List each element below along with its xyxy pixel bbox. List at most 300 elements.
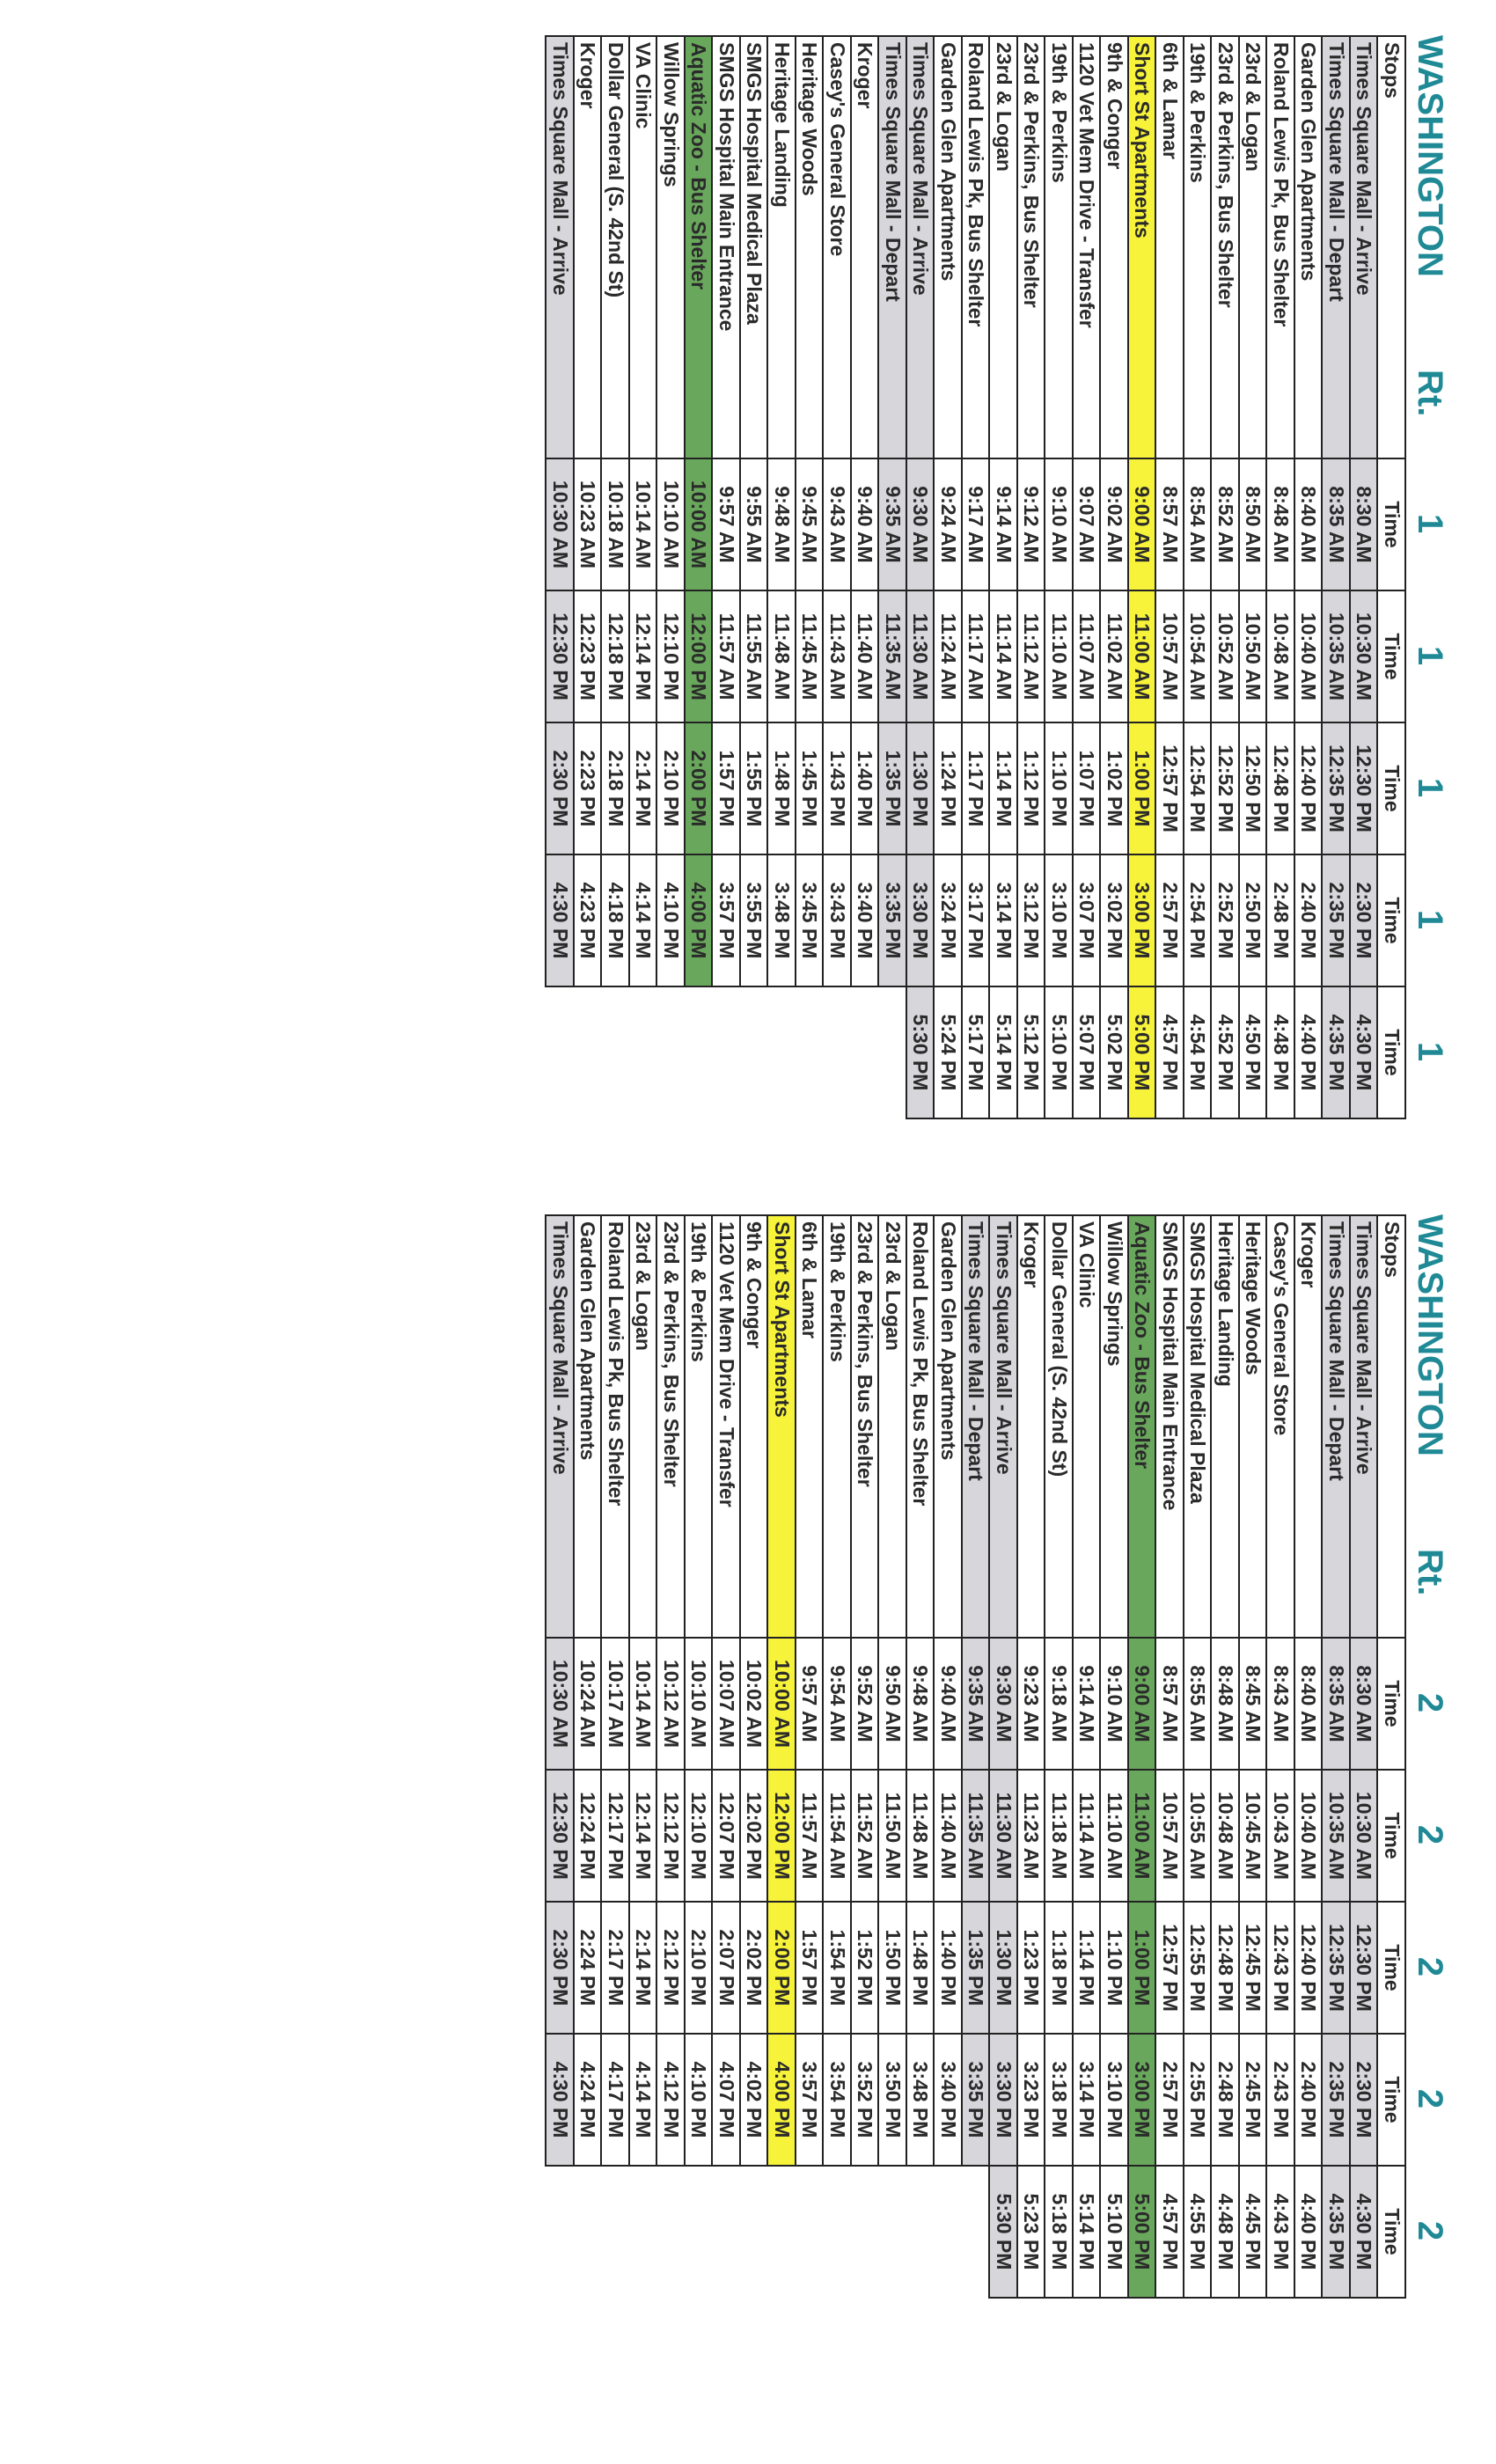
time-cell: 3:48 PM (906, 2034, 935, 2166)
time-cell: 12:40 PM (1294, 1902, 1323, 2034)
time-cell: 4:57 PM (1156, 2166, 1184, 2298)
stop-name: Times Square Mall - Depart (962, 1215, 990, 1638)
table-row (713, 36, 741, 1118)
time-cell: 12:14 PM (629, 1770, 657, 1902)
time-cell: 2:23 PM (574, 722, 602, 854)
time-cell: 2:40 PM (1294, 2034, 1323, 2166)
table-row (657, 1215, 686, 2298)
time-cell: 4:43 PM (1267, 2166, 1295, 2298)
time-cell: 1:17 PM (962, 722, 990, 854)
stop-name: 19th & Perkins (824, 1215, 852, 1638)
time-cell: 4:30 PM (546, 854, 575, 986)
time-cell: 4:30 PM (1350, 986, 1378, 1118)
time-cell: 9:10 AM (1045, 458, 1074, 590)
time-cell: 9:00 AM (1128, 458, 1156, 590)
time-cell: 9:12 AM (1017, 458, 1045, 590)
stop-name: Kroger (1017, 1215, 1045, 1638)
empty-cell (906, 2166, 935, 2298)
time-cell: 12:24 PM (574, 1770, 602, 1902)
time-cell: 4:10 PM (657, 854, 686, 986)
stop-name: Heritage Woods (1239, 1215, 1267, 1638)
table-row (740, 36, 768, 1118)
stop-name: Roland Lewis Pk, Bus Shelter (1267, 36, 1295, 458)
time-cell: 12:55 PM (1184, 1902, 1212, 2034)
time-cell: 3:07 PM (1073, 854, 1101, 986)
empty-cell (851, 986, 879, 1118)
time-cell: 1:57 PM (796, 1902, 824, 2034)
time-cell: 11:00 AM (1128, 590, 1156, 722)
time-cell: 9:14 AM (990, 458, 1018, 590)
time-cell: 11:55 AM (740, 590, 768, 722)
table-row (1017, 36, 1045, 1118)
time-cell: 9:57 AM (796, 1638, 824, 1770)
time-cell: 12:35 PM (1323, 722, 1351, 854)
time-cell: 12:40 PM (1294, 722, 1323, 854)
time-cell: 3:54 PM (824, 2034, 852, 2166)
stop-name: Times Square Mall - Arrive (546, 1215, 575, 1638)
time-cell: 2:00 PM (685, 722, 713, 854)
stop-name: SMGS Hospital Main Entrance (713, 36, 741, 458)
time-cell: 10:52 AM (1212, 590, 1240, 722)
time-cell: 5:02 PM (1101, 986, 1129, 1118)
time-header: Time (1378, 2034, 1406, 2166)
time-cell: 1:40 PM (851, 722, 879, 854)
table-row (629, 36, 657, 1118)
time-cell: 5:14 PM (990, 986, 1018, 1118)
stop-name: SMGS Hospital Medical Plaza (740, 36, 768, 458)
stop-name: Willow Springs (1101, 1215, 1129, 1638)
time-cell: 3:18 PM (1045, 2034, 1074, 2166)
time-cell: 3:52 PM (851, 2034, 879, 2166)
time-cell: 11:12 AM (1017, 590, 1045, 722)
time-cell: 4:00 PM (768, 2034, 796, 2166)
time-cell: 2:30 PM (1350, 854, 1378, 986)
empty-cell (879, 986, 907, 1118)
time-cell: 10:14 AM (629, 458, 657, 590)
time-cell: 4:52 PM (1212, 986, 1240, 1118)
time-cell: 3:14 PM (1073, 2034, 1101, 2166)
stop-name: 6th & Lamar (1156, 36, 1184, 458)
time-cell: 10:40 AM (1294, 1770, 1323, 1902)
time-cell: 12:30 PM (546, 590, 575, 722)
time-cell: 2:55 PM (1184, 2034, 1212, 2166)
time-cell: 10:17 AM (602, 1638, 630, 1770)
time-cell: 1:52 PM (851, 1902, 879, 2034)
table-row (796, 1215, 824, 2298)
stop-name: 23rd & Logan (1239, 36, 1267, 458)
time-cell: 2:10 PM (657, 722, 686, 854)
empty-cell (629, 986, 657, 1118)
time-cell: 9:52 AM (851, 1638, 879, 1770)
table-row (1128, 36, 1156, 1118)
stop-name: 19th & Perkins (1045, 36, 1074, 458)
time-cell: 1:00 PM (1128, 722, 1156, 854)
stop-name: Aquatic Zoo - Bus Shelter (1128, 1215, 1156, 1638)
time-cell: 2:48 PM (1267, 854, 1295, 986)
stop-name: Times Square Mall - Depart (1323, 36, 1351, 458)
time-cell: 12:17 PM (602, 1770, 630, 1902)
time-cell: 10:35 AM (1323, 1770, 1351, 1902)
time-cell: 4:48 PM (1267, 986, 1295, 1118)
table-row (546, 1215, 575, 2298)
time-cell: 2:50 PM (1239, 854, 1267, 986)
time-cell: 9:17 AM (962, 458, 990, 590)
time-cell: 1:35 PM (962, 1902, 990, 2034)
time-cell: 1:48 PM (768, 722, 796, 854)
table-row (851, 36, 879, 1118)
time-cell: 5:14 PM (1073, 2166, 1101, 2298)
time-cell: 1:45 PM (796, 722, 824, 854)
time-cell: 9:45 AM (796, 458, 824, 590)
route-number: 1 (1411, 1041, 1449, 1062)
table-row (768, 36, 796, 1118)
stop-name: Dollar General (S. 42nd St) (1045, 1215, 1074, 1638)
time-cell: 4:48 PM (1212, 2166, 1240, 2298)
stop-name: Casey's General Store (824, 36, 852, 458)
empty-cell (879, 2166, 907, 2298)
time-cell: 9:30 AM (906, 458, 935, 590)
time-cell: 12:48 PM (1267, 722, 1295, 854)
time-cell: 10:54 AM (1184, 590, 1212, 722)
table-row (1128, 1215, 1156, 2298)
table-row (1350, 1215, 1378, 2298)
time-cell: 11:48 AM (906, 1770, 935, 1902)
stop-name: 9th & Conger (740, 1215, 768, 1638)
time-cell: 1:12 PM (1017, 722, 1045, 854)
time-cell: 4:18 PM (602, 854, 630, 986)
time-cell: 1:23 PM (1017, 1902, 1045, 2034)
stop-name: Times Square Mall - Depart (879, 36, 907, 458)
table-row (768, 1215, 796, 2298)
time-cell: 5:00 PM (1128, 986, 1156, 1118)
time-cell: 10:02 AM (740, 1638, 768, 1770)
time-cell: 12:00 PM (685, 590, 713, 722)
time-cell: 9:35 AM (962, 1638, 990, 1770)
time-cell: 4:17 PM (602, 2034, 630, 2166)
table-row (1323, 36, 1351, 1118)
time-cell: 9:35 AM (879, 458, 907, 590)
route-name: WASHINGTON (1411, 1214, 1449, 1456)
time-cell: 4:54 PM (1184, 986, 1212, 1118)
empty-cell (824, 986, 852, 1118)
time-cell: 1:24 PM (935, 722, 963, 854)
time-cell: 4:55 PM (1184, 2166, 1212, 2298)
time-cell: 8:45 AM (1239, 1638, 1267, 1770)
time-cell: 11:02 AM (1101, 590, 1129, 722)
time-cell: 11:54 AM (824, 1770, 852, 1902)
time-cell: 8:30 AM (1350, 458, 1378, 590)
table-row (602, 36, 630, 1118)
time-cell: 9:24 AM (935, 458, 963, 590)
time-cell: 9:14 AM (1073, 1638, 1101, 1770)
table-row (546, 36, 575, 1118)
stop-name: 23rd & Logan (879, 1215, 907, 1638)
stop-name: VA Clinic (1073, 1215, 1101, 1638)
time-cell: 3:00 PM (1128, 2034, 1156, 2166)
empty-cell (851, 2166, 879, 2298)
time-cell: 8:30 AM (1350, 1638, 1378, 1770)
time-cell: 10:57 AM (1156, 1770, 1184, 1902)
route-number: 2 (1411, 1692, 1449, 1713)
time-cell: 11:07 AM (1073, 590, 1101, 722)
stop-name: Aquatic Zoo - Bus Shelter (685, 36, 713, 458)
time-cell: 12:30 PM (1350, 722, 1378, 854)
time-cell: 9:54 AM (824, 1638, 852, 1770)
time-cell: 1:00 PM (1128, 1902, 1156, 2034)
time-cell: 11:14 AM (990, 590, 1018, 722)
empty-cell (740, 986, 768, 1118)
time-cell: 1:18 PM (1045, 1902, 1074, 2034)
time-cell: 2:57 PM (1156, 2034, 1184, 2166)
time-cell: 10:35 AM (1323, 590, 1351, 722)
time-cell: 12:00 PM (768, 1770, 796, 1902)
time-cell: 4:00 PM (685, 854, 713, 986)
time-cell: 8:40 AM (1294, 458, 1323, 590)
time-cell: 10:14 AM (629, 1638, 657, 1770)
route-number: 2 (1411, 1956, 1449, 1977)
time-cell: 11:30 AM (906, 590, 935, 722)
time-cell: 3:10 PM (1045, 854, 1074, 986)
time-header: Time (1378, 854, 1406, 986)
time-header: Time (1378, 1902, 1406, 2034)
time-cell: 4:30 PM (546, 2034, 575, 2166)
time-header: Time (1378, 1770, 1406, 1902)
time-cell: 11:35 AM (879, 590, 907, 722)
time-cell: 3:50 PM (879, 2034, 907, 2166)
table-row (574, 1215, 602, 2298)
time-cell: 12:10 PM (657, 590, 686, 722)
table-row (935, 36, 963, 1118)
time-cell: 10:00 AM (768, 1638, 796, 1770)
table-row (1267, 36, 1295, 1118)
time-cell: 9:40 AM (935, 1638, 963, 1770)
time-cell: 4:23 PM (574, 854, 602, 986)
table-row (1212, 1215, 1240, 2298)
route-2-table (546, 1214, 1407, 2299)
time-cell: 12:50 PM (1239, 722, 1267, 854)
time-cell: 10:10 AM (685, 1638, 713, 1770)
time-cell: 3:40 PM (851, 854, 879, 986)
time-cell: 4:35 PM (1323, 2166, 1351, 2298)
time-cell: 11:43 AM (824, 590, 852, 722)
time-cell: 12:52 PM (1212, 722, 1240, 854)
stop-name: Garden Glen Apartments (935, 1215, 963, 1638)
time-cell: 4:40 PM (1294, 986, 1323, 1118)
empty-cell (768, 986, 796, 1118)
time-cell: 11:24 AM (935, 590, 963, 722)
time-cell: 5:00 PM (1128, 2166, 1156, 2298)
stop-name: 1120 Vet Mem Drive - Transfer (1073, 36, 1101, 458)
table-row (1239, 36, 1267, 1118)
time-cell: 10:48 AM (1212, 1770, 1240, 1902)
time-cell: 2:43 PM (1267, 2034, 1295, 2166)
stop-name: Garden Glen Apartments (935, 36, 963, 458)
stop-name: VA Clinic (629, 36, 657, 458)
time-cell: 1:30 PM (990, 1902, 1018, 2034)
time-cell: 9:23 AM (1017, 1638, 1045, 1770)
time-cell: 5:23 PM (1017, 2166, 1045, 2298)
stop-name: Times Square Mall - Arrive (1350, 1215, 1378, 1638)
stop-name: Kroger (1294, 1215, 1323, 1638)
route-number: 2 (1411, 2088, 1449, 2109)
time-cell: 3:43 PM (824, 854, 852, 986)
time-cell: 3:30 PM (990, 2034, 1018, 2166)
time-cell: 9:02 AM (1101, 458, 1129, 590)
stop-name: Times Square Mall - Arrive (906, 36, 935, 458)
time-cell: 9:00 AM (1128, 1638, 1156, 1770)
empty-cell (629, 2166, 657, 2298)
time-cell: 10:48 AM (1267, 590, 1295, 722)
empty-cell (546, 986, 575, 1118)
time-cell: 1:40 PM (935, 1902, 963, 2034)
table-row (906, 1215, 935, 2298)
time-cell: 9:40 AM (851, 458, 879, 590)
time-cell: 2:10 PM (685, 1902, 713, 2034)
time-cell: 3:55 PM (740, 854, 768, 986)
route-1-table (546, 35, 1407, 1119)
time-cell: 12:43 PM (1267, 1902, 1295, 2034)
time-cell: 2:35 PM (1323, 854, 1351, 986)
stop-name: Heritage Landing (1212, 1215, 1240, 1638)
stop-name: 23rd & Perkins, Bus Shelter (1212, 36, 1240, 458)
stop-name: 23rd & Perkins, Bus Shelter (1017, 36, 1045, 458)
time-cell: 11:00 AM (1128, 1770, 1156, 1902)
stop-name: Short St Apartments (768, 1215, 796, 1638)
time-cell: 10:50 AM (1239, 590, 1267, 722)
empty-cell (796, 2166, 824, 2298)
time-cell: 1:14 PM (1073, 1902, 1101, 2034)
stop-name: Dollar General (S. 42nd St) (602, 36, 630, 458)
stops-header: Stops (1378, 36, 1406, 458)
time-cell: 8:55 AM (1184, 1638, 1212, 1770)
stop-name: Times Square Mall - Depart (1323, 1215, 1351, 1638)
table-row (629, 1215, 657, 2298)
table-row (1017, 1215, 1045, 2298)
time-cell: 3:40 PM (935, 2034, 963, 2166)
time-cell: 5:18 PM (1045, 2166, 1074, 2298)
time-header: Time (1378, 1638, 1406, 1770)
time-header: Time (1378, 2166, 1406, 2298)
table-row (824, 1215, 852, 2298)
empty-cell (574, 986, 602, 1118)
time-cell: 2:52 PM (1212, 854, 1240, 986)
time-cell: 1:54 PM (824, 1902, 852, 2034)
empty-cell (713, 2166, 741, 2298)
empty-cell (602, 2166, 630, 2298)
stop-name: Roland Lewis Pk, Bus Shelter (906, 1215, 935, 1638)
empty-cell (796, 986, 824, 1118)
time-cell: 10:24 AM (574, 1638, 602, 1770)
time-cell: 11:50 AM (879, 1770, 907, 1902)
table-row (685, 1215, 713, 2298)
time-cell: 12:48 PM (1212, 1902, 1240, 2034)
time-cell: 4:45 PM (1239, 2166, 1267, 2298)
time-cell: 1:35 PM (879, 722, 907, 854)
time-cell: 3:35 PM (962, 2034, 990, 2166)
time-cell: 9:07 AM (1073, 458, 1101, 590)
stop-name: Heritage Woods (796, 36, 824, 458)
time-cell: 3:23 PM (1017, 2034, 1045, 2166)
time-cell: 2:30 PM (546, 722, 575, 854)
time-cell: 8:43 AM (1267, 1638, 1295, 1770)
route-number: 1 (1411, 909, 1449, 930)
table-row (1267, 1215, 1295, 2298)
time-cell: 9:57 AM (713, 458, 741, 590)
time-cell: 5:17 PM (962, 986, 990, 1118)
empty-cell (546, 2166, 575, 2298)
route-number: 1 (1411, 645, 1449, 666)
time-cell: 10:07 AM (713, 1638, 741, 1770)
empty-cell (685, 986, 713, 1118)
header-row (1378, 1215, 1406, 2298)
stop-name: Garden Glen Apartments (574, 1215, 602, 1638)
time-cell: 1:43 PM (824, 722, 852, 854)
table-row (962, 36, 990, 1118)
stop-name: Roland Lewis Pk, Bus Shelter (962, 36, 990, 458)
empty-cell (574, 2166, 602, 2298)
route-number: 1 (1411, 513, 1449, 534)
route-number: 2 (1411, 1824, 1449, 1845)
stop-name: Kroger (851, 36, 879, 458)
time-cell: 2:12 PM (657, 1902, 686, 2034)
empty-cell (602, 986, 630, 1118)
time-cell: 2:02 PM (740, 1902, 768, 2034)
table-row (796, 36, 824, 1118)
time-cell: 11:17 AM (962, 590, 990, 722)
time-cell: 12:35 PM (1323, 1902, 1351, 2034)
time-cell: 3:35 PM (879, 854, 907, 986)
time-cell: 8:50 AM (1239, 458, 1267, 590)
table-row (574, 36, 602, 1118)
table-row (851, 1215, 879, 2298)
time-cell: 1:10 PM (1101, 1902, 1129, 2034)
time-cell: 4:07 PM (713, 2034, 741, 2166)
time-cell: 2:07 PM (713, 1902, 741, 2034)
time-cell: 10:55 AM (1184, 1770, 1212, 1902)
route-number: 1 (1411, 777, 1449, 798)
stop-name: 23rd & Perkins, Bus Shelter (851, 1215, 879, 1638)
header-row (1378, 36, 1406, 1118)
empty-cell (824, 2166, 852, 2298)
stop-name: Short St Apartments (1128, 36, 1156, 458)
time-cell: 2:40 PM (1294, 854, 1323, 986)
table-row (1184, 1215, 1212, 2298)
time-cell: 11:40 AM (935, 1770, 963, 1902)
route-label: Rt. (1411, 370, 1449, 417)
table-row (685, 36, 713, 1118)
time-cell: 10:00 AM (685, 458, 713, 590)
time-cell: 10:23 AM (574, 458, 602, 590)
time-cell: 11:52 AM (851, 1770, 879, 1902)
stop-name: Times Square Mall - Arrive (990, 1215, 1018, 1638)
time-cell: 2:48 PM (1212, 2034, 1240, 2166)
time-cell: 4:40 PM (1294, 2166, 1323, 2298)
time-cell: 5:30 PM (990, 2166, 1018, 2298)
table-row (1045, 36, 1074, 1118)
table-row (879, 36, 907, 1118)
stop-name: Casey's General Store (1267, 1215, 1295, 1638)
time-cell: 4:14 PM (629, 854, 657, 986)
table-row (935, 1215, 963, 2298)
table-row (1073, 36, 1101, 1118)
table-row (1101, 1215, 1129, 2298)
stop-name: 23rd & Perkins, Bus Shelter (657, 1215, 686, 1638)
time-cell: 5:10 PM (1101, 2166, 1129, 2298)
time-cell: 9:30 AM (990, 1638, 1018, 1770)
time-cell: 11:35 AM (962, 1770, 990, 1902)
time-cell: 11:57 AM (713, 590, 741, 722)
time-cell: 10:57 AM (1156, 590, 1184, 722)
